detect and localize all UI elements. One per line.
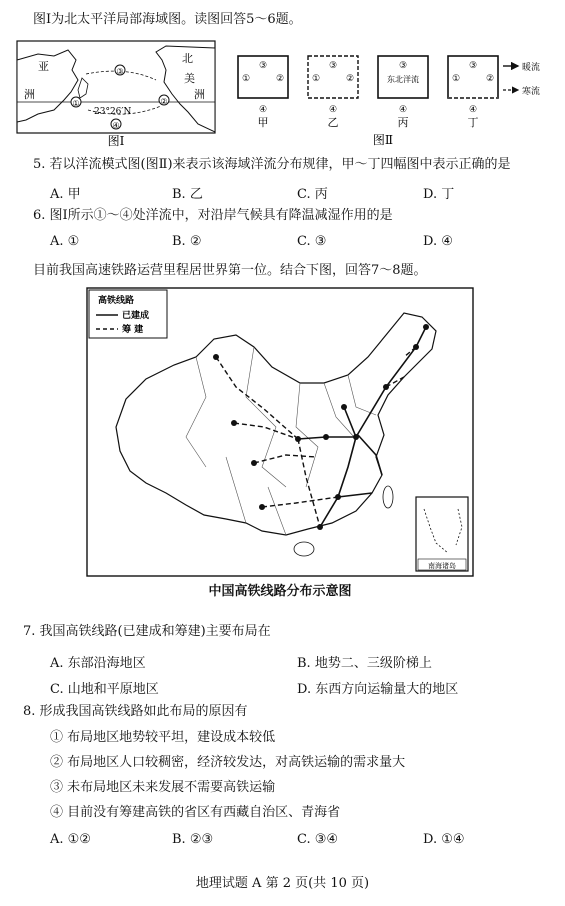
model-ding [448, 56, 498, 129]
label-asia: 亚 [38, 60, 49, 73]
model-jia [238, 56, 288, 129]
figure-2-models [228, 46, 553, 148]
map-legend-built: 已建成 [122, 311, 150, 321]
model-jia-top: ③ [258, 61, 268, 71]
figure-1-map [16, 40, 216, 148]
model-bing [378, 56, 428, 129]
map-legend-title: 高铁线路 [98, 296, 135, 306]
q5-option-a[interactable]: A. 甲 [50, 187, 81, 202]
map-caption: 中国高铁线路分布示意图 [208, 584, 352, 599]
model-ding-bottom: ④ [468, 105, 478, 115]
q7-option-c[interactable]: C. 山地和平原地区 [50, 682, 159, 697]
marker-4: ④ [112, 121, 120, 130]
q8-item-2: ② 布局地区人口较稠密，经济较发达，对高铁运输的需求量大 [50, 755, 406, 770]
model-yi-name: 乙 [327, 116, 339, 129]
intro-5-6: 图Ⅰ为北太平洋局部海域图。读图回答5～6题。 [33, 12, 302, 27]
q8-option-c[interactable]: C. ③④ [297, 832, 339, 847]
q7-option-a[interactable]: A. 东部沿海地区 [50, 656, 146, 671]
figure-2-caption: 图Ⅱ [372, 133, 394, 147]
figure-1-caption: 图Ⅰ [107, 134, 125, 148]
model-jia-right: ② [275, 74, 285, 84]
model-yi-left: ① [311, 74, 321, 84]
model-yi-bottom: ④ [328, 105, 338, 115]
q7-stem: 7. 我国高铁线路(已建成和筹建)主要布局在 [23, 624, 271, 639]
inset-label: 南海诸岛 [428, 562, 456, 570]
model-bing-name: 丙 [397, 116, 409, 129]
q7-option-d[interactable]: D. 东西方向运输量大的地区 [297, 682, 459, 697]
map-legend-planned: 筹 建 [122, 325, 144, 335]
marker-2: ② [160, 97, 168, 106]
q5-option-d[interactable]: D. 丁 [423, 187, 455, 202]
label-na-mei: 美 [184, 72, 195, 85]
q5-option-b[interactable]: B. 乙 [172, 187, 203, 202]
model-ding-name: 丁 [467, 116, 479, 129]
q5-option-c[interactable]: C. 丙 [297, 187, 328, 202]
model-yi-right: ② [345, 74, 355, 84]
q6-option-a[interactable]: A. ① [50, 234, 80, 249]
model-bing-top: ③ [398, 61, 408, 71]
intro-7-8: 目前我国高速铁路运营里程居世界第一位。结合下图，回答7～8题。 [33, 263, 427, 278]
latitude-label: 23°26′N [94, 107, 132, 117]
q8-item-1: ① 布局地区地势较平坦，建设成本较低 [50, 730, 276, 745]
legend-warm: 暖流 [522, 63, 541, 73]
model-yi [308, 56, 358, 129]
label-na-zhou: 洲 [194, 88, 205, 101]
q8-item-3: ③ 未布局地区未来发展不需要高铁运输 [50, 780, 276, 795]
model-ding-left: ① [451, 74, 461, 84]
q8-option-b[interactable]: B. ②③ [172, 832, 214, 847]
page-footer: 地理试题 A 第 2 页(共 10 页) [195, 876, 370, 891]
q8-option-a[interactable]: A. ①② [50, 832, 91, 847]
q8-option-d[interactable]: D. ①④ [423, 832, 465, 847]
q7-option-b[interactable]: B. 地势二、三级阶梯上 [297, 656, 432, 671]
model-bing-inner: 东北洋流 [387, 75, 419, 84]
model-bing-bottom: ④ [398, 105, 408, 115]
q6-option-b[interactable]: B. ② [172, 234, 202, 249]
model-ding-top: ③ [468, 61, 478, 71]
model-jia-name: 甲 [257, 116, 269, 129]
label-asia-zhou: 洲 [24, 88, 35, 101]
china-hsr-map [86, 287, 474, 577]
q6-option-c[interactable]: C. ③ [297, 234, 327, 249]
model-yi-top: ③ [328, 61, 338, 71]
q8-item-4: ④ 目前没有筹建高铁的省区有西藏自治区、青海省 [50, 805, 341, 820]
hainan [294, 542, 314, 556]
label-na-north: 北 [182, 52, 193, 65]
q6-option-d[interactable]: D. ④ [423, 234, 453, 249]
q8-stem: 8. 形成我国高铁线路如此布局的原因有 [23, 704, 248, 719]
q5-stem: 5. 若以洋流模式图(图Ⅱ)来表示该海域洋流分布规律，甲～丁四幅图中表示正确的是 [33, 157, 511, 172]
marker-1: ① [72, 99, 80, 108]
taiwan [383, 486, 393, 508]
model-jia-bottom: ④ [258, 105, 268, 115]
model-jia-left: ① [241, 74, 251, 84]
q6-stem: 6. 图Ⅰ所示①～④处洋流中，对沿岸气候具有降温减湿作用的是 [33, 208, 393, 223]
marker-3: ③ [116, 67, 124, 76]
legend-cold: 寒流 [522, 87, 541, 97]
model-ding-right: ② [485, 74, 495, 84]
